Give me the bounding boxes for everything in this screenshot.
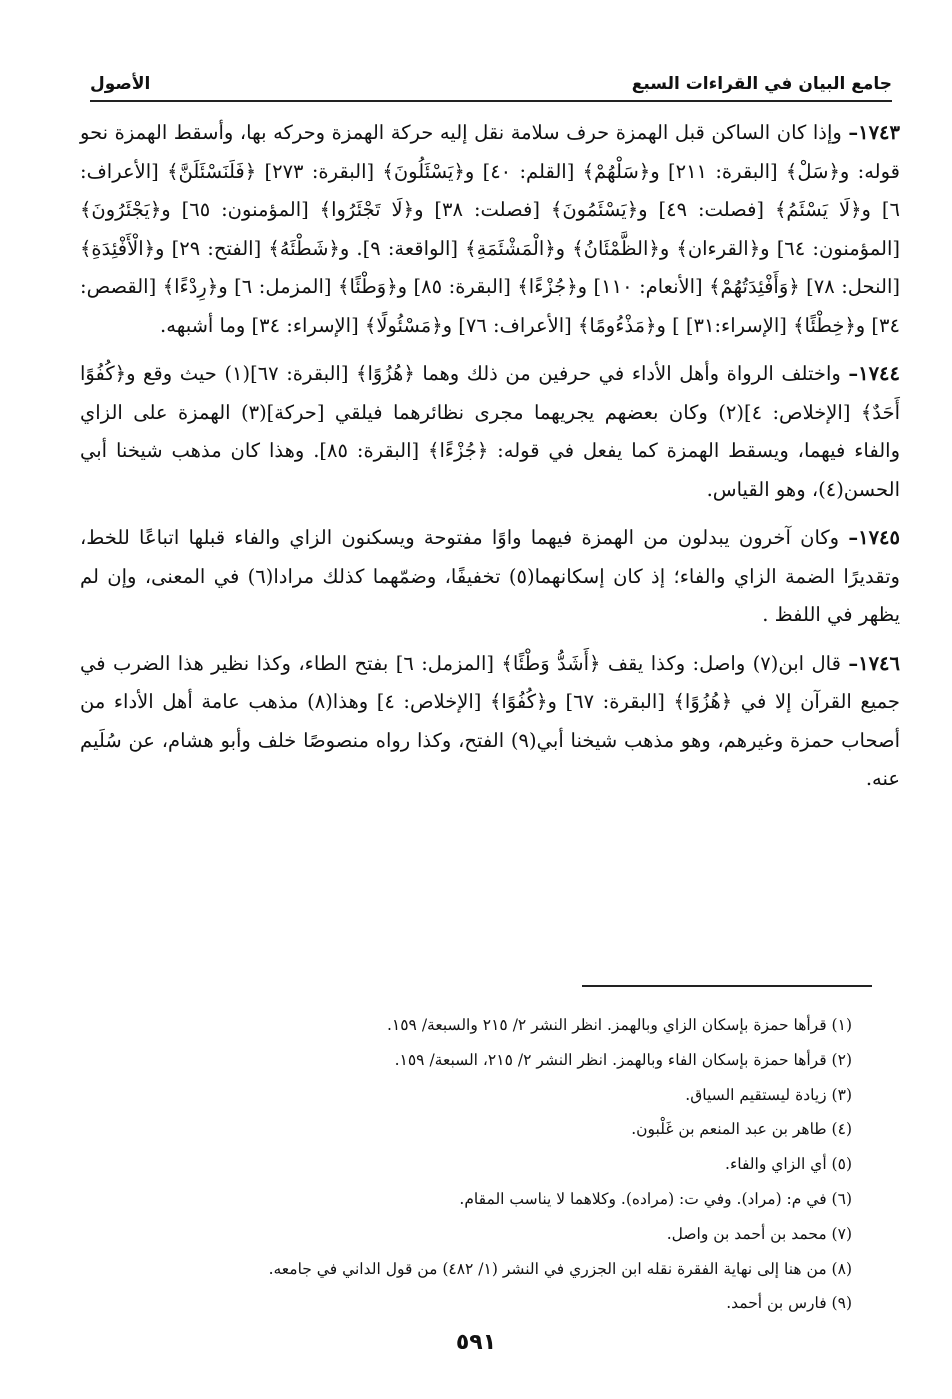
main-text xyxy=(80,114,900,809)
page-number: ٥٩١ xyxy=(455,1330,497,1355)
paragraph-1746 xyxy=(80,645,900,799)
paragraph-number: ١٧٤٦– xyxy=(848,651,900,675)
paragraph-1744 xyxy=(80,355,900,509)
footnote-8: (٨) من هنا إلى نهاية الفقرة نقله ابن الجزري في النشر (١/ ٤٨٢) من قول الداني في جامعه. xyxy=(268,1259,852,1278)
paragraph-1743 xyxy=(80,114,900,345)
running-header xyxy=(90,58,892,102)
footnote-9: (٩) فارس بن أحمد. xyxy=(726,1294,852,1313)
book-title: جامع البيان في القراءات السبع xyxy=(631,74,892,94)
section-title: الأصول xyxy=(90,74,151,94)
footnote-separator xyxy=(582,985,872,987)
footnote-6: (٦) في م: (مراد). وفي ت: (مراده). وكلاهما لا يناسب المقام. xyxy=(459,1189,852,1208)
footnote-3: (٣) زيادة ليستقيم السياق. xyxy=(685,1085,852,1104)
footnotes xyxy=(80,1008,852,1321)
footnote-1: (١) قرأها حمزة بإسكان الزاي وبالهمز. انظر النشر ٢/ ٢١٥ والسبعة/ ١٥٩. xyxy=(386,1016,852,1034)
paragraph-text: وكان آخرون يبدلون من الهمزة فيهما واوًا مفتوحة ويسكنون الزاي والفاء قبلها اتباعًا للخط، وتقديرًا الضمة الزاي والفاء؛ إذ كان إسكانهما(٥) تخفيفًا، وضمّهما كذلك مرادا(٦) في المعنى، وإن لم يظهر في اللفظ . xyxy=(80,526,900,626)
paragraph-text: وإذا كان الساكن قبل الهمزة حرف سلامة نقل إليه حركة الهمزة وحركه بها، وأسقط الهمزة نحو قوله: و﴿سَلْ﴾ [البقرة: ٢١١] و﴿سَلْهُمْ﴾ [القلم: ٤٠] و﴿يَسْئَلُونَ﴾ [البقرة: ٢٧٣] ﴿فَلَنَسْئَلَنَّ﴾ [الأعراف: ٦] و﴿لَا يَسْئَمُ﴾ [فصلت: ٤٩] و﴿يَسْئَمُونَ﴾ [فصلت: ٣٨] و﴿لَا تَجْئَرُوا﴾ [المؤمنون: ٦٥] و﴿يَجْئَرُونَ﴾ [المؤمنون: ٦٤] و﴿القرءان﴾ و﴿الظَّمْئَانُ﴾ و﴿الْمَشْئَمَةِ﴾ [الواقعة: ٩]. و﴿شَطْئَهُ﴾ [الفتح: ٢٩] و﴿الْأَفْئِدَةِ﴾ [النحل: ٧٨] ﴿وَأَفْئِدَتُهُمْ﴾ [الأنعام: ١١٠] و﴿جُزْءًا﴾ [البقرة: ٨٥] و﴿وَطْئًا﴾ [المزمل: ٦] و﴿رِدْءًا﴾ [القصص: ٣٤] و﴿خِطْئًا﴾ [الإسراء:٣١] ] و﴿مَذْءُومًا﴾ [الأعراف: ٧٦] و﴿مَسْئُولًا﴾ [الإسراء: ٣٤] وما أشبهه. xyxy=(80,121,900,337)
paragraph-number: ١٧٤٤– xyxy=(848,362,900,385)
paragraph-text: قال ابن(٧) واصل: وكذا يقف ﴿أَشَدُّ وَطْئًا﴾ [المزمل: ٦] بفتح الطاء، وكذا نظير هذا الضرب في جميع القرآن إلا في ﴿هُزُوًا﴾ [البقرة: ٦٧] و﴿كُفُوًا﴾ [الإخلاص: ٤] وهذا(٨) مذهب عامة أهل الأداء من أصحاب حمزة وغيرهم، وهو مذهب شيخنا أبي(٩) الفتح، وكذا رواه منصوصًا خلف وأبو هشام، عن سُلَيم عنه. xyxy=(80,651,901,790)
footnote-5: (٥) أي الزاي والفاء. xyxy=(725,1155,852,1174)
footnote-7: (٧) محمد بن أحمد بن واصل. xyxy=(666,1224,852,1243)
footnote-2: (٢) قرأها حمزة بإسكان الفاء وبالهمز. انظر النشر ٢/ ٢١٥، السبعة/ ١٥٩. xyxy=(394,1050,852,1069)
paragraph-number: ١٧٤٥– xyxy=(848,526,900,549)
paragraph-1745 xyxy=(80,519,900,635)
paragraph-number: ١٧٤٣– xyxy=(848,121,901,144)
footnote-4: (٤) طاهر بن عبد المنعم بن غَلْبون. xyxy=(631,1120,852,1139)
paragraph-text: واختلف الرواة وأهل الأداء في حرفين من ذلك وهما ﴿هُزُوًا﴾ [البقرة: ٦٧](١) حيث وقع و﴿كُفُوًا أَحَدٌ﴾ [الإخلاص: ٤](٢) وكان بعضهم يجريهما مجرى نظائرهما فيلقي [حركة](٣) الهمزة على الزاي والفاء فيهما، ويسقط الهمزة كما يفعل في قوله: ﴿جُزْءًا﴾ [البقرة: ٨٥]. وهذا كان مذهب شيخنا أبي الحسن(٤)، وهو القياس. xyxy=(80,362,901,501)
